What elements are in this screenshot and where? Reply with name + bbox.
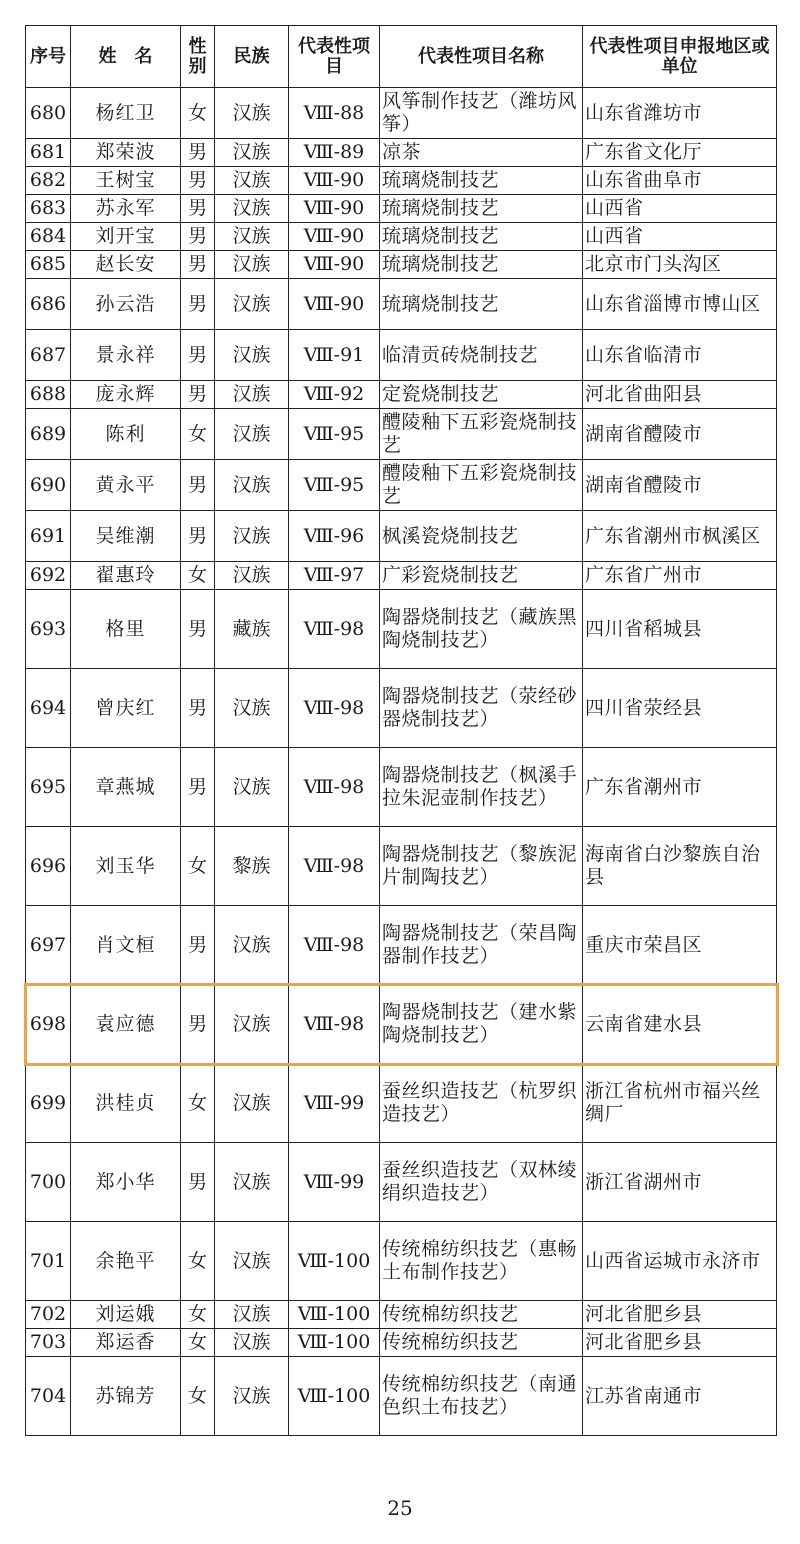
header-project-name: 代表性项目名称 xyxy=(380,26,583,88)
header-name: 姓 名 xyxy=(71,26,181,88)
cell-project-code: Ⅷ-98 xyxy=(289,669,380,748)
cell-gender: 男 xyxy=(181,195,215,223)
table-row xyxy=(26,1301,777,1329)
cell-serial: 692 xyxy=(26,562,71,590)
cell-region: 河北省肥乡县 xyxy=(583,1301,777,1329)
cell-project-code: Ⅷ-98 xyxy=(289,985,380,1064)
cell-project-code: Ⅷ-99 xyxy=(289,1143,380,1222)
cell-name: 黄永平 xyxy=(71,460,181,511)
table-row xyxy=(26,330,777,381)
cell-ethnicity: 汉族 xyxy=(215,460,289,511)
cell-name: 章燕城 xyxy=(71,748,181,827)
cell-name: 赵长安 xyxy=(71,251,181,279)
table-row xyxy=(26,562,777,590)
cell-region: 湖南省醴陵市 xyxy=(583,460,777,511)
cell-name: 刘开宝 xyxy=(71,223,181,251)
cell-region: 山东省潍坊市 xyxy=(583,88,777,139)
header-serial: 序号 xyxy=(26,26,71,88)
cell-name: 郑运香 xyxy=(71,1329,181,1357)
table-row xyxy=(26,985,777,1064)
cell-project-code: Ⅷ-95 xyxy=(289,460,380,511)
table-row xyxy=(26,590,777,669)
cell-gender: 女 xyxy=(181,1329,215,1357)
cell-region: 山东省临清市 xyxy=(583,330,777,381)
cell-ethnicity: 汉族 xyxy=(215,139,289,167)
cell-ethnicity: 汉族 xyxy=(215,409,289,460)
cell-gender: 女 xyxy=(181,1301,215,1329)
cell-serial: 701 xyxy=(26,1222,71,1301)
cell-project-name: 琉璃烧制技艺 xyxy=(380,195,583,223)
table-row xyxy=(26,381,777,409)
cell-gender: 男 xyxy=(181,139,215,167)
cell-region: 广东省潮州市 xyxy=(583,748,777,827)
cell-name: 苏永军 xyxy=(71,195,181,223)
cell-name: 孙云浩 xyxy=(71,279,181,330)
cell-region: 河北省曲阳县 xyxy=(583,381,777,409)
cell-project-name: 定瓷烧制技艺 xyxy=(380,381,583,409)
cell-ethnicity: 汉族 xyxy=(215,562,289,590)
cell-project-code: Ⅷ-88 xyxy=(289,88,380,139)
cell-serial: 699 xyxy=(26,1064,71,1143)
cell-project-code: Ⅷ-98 xyxy=(289,748,380,827)
cell-project-code: Ⅷ-91 xyxy=(289,330,380,381)
cell-project-name: 陶器烧制技艺（枫溪手拉朱泥壶制作技艺） xyxy=(380,748,583,827)
cell-project-code: Ⅷ-100 xyxy=(289,1222,380,1301)
cell-name: 苏锦芳 xyxy=(71,1357,181,1436)
cell-name: 肖文桓 xyxy=(71,906,181,985)
table-row xyxy=(26,1329,777,1357)
cell-name: 郑小华 xyxy=(71,1143,181,1222)
cell-name: 翟惠玲 xyxy=(71,562,181,590)
cell-project-name: 陶器烧制技艺（黎族泥片制陶技艺） xyxy=(380,827,583,906)
cell-gender: 男 xyxy=(181,985,215,1064)
cell-serial: 691 xyxy=(26,511,71,562)
cell-region: 海南省白沙黎族自治县 xyxy=(583,827,777,906)
cell-ethnicity: 汉族 xyxy=(215,1064,289,1143)
cell-ethnicity: 汉族 xyxy=(215,985,289,1064)
cell-gender: 男 xyxy=(181,251,215,279)
cell-serial: 683 xyxy=(26,195,71,223)
cell-gender: 女 xyxy=(181,1222,215,1301)
table-row xyxy=(26,827,777,906)
cell-ethnicity: 汉族 xyxy=(215,511,289,562)
cell-serial: 697 xyxy=(26,906,71,985)
cell-serial: 680 xyxy=(26,88,71,139)
cell-project-name: 蚕丝织造技艺（杭罗织造技艺） xyxy=(380,1064,583,1143)
table-row xyxy=(26,139,777,167)
table-row xyxy=(26,251,777,279)
cell-name: 刘玉华 xyxy=(71,827,181,906)
cell-region: 北京市门头沟区 xyxy=(583,251,777,279)
cell-ethnicity: 汉族 xyxy=(215,195,289,223)
cell-serial: 696 xyxy=(26,827,71,906)
cell-gender: 男 xyxy=(181,748,215,827)
table-row xyxy=(26,906,777,985)
cell-serial: 695 xyxy=(26,748,71,827)
cell-project-code: Ⅷ-90 xyxy=(289,195,380,223)
cell-name: 景永祥 xyxy=(71,330,181,381)
cell-project-name: 琉璃烧制技艺 xyxy=(380,279,583,330)
cell-project-code: Ⅷ-95 xyxy=(289,409,380,460)
table-row xyxy=(26,88,777,139)
cell-gender: 女 xyxy=(181,88,215,139)
cell-serial: 684 xyxy=(26,223,71,251)
cell-serial: 690 xyxy=(26,460,71,511)
cell-gender: 男 xyxy=(181,1143,215,1222)
cell-project-code: Ⅷ-98 xyxy=(289,906,380,985)
cell-region: 湖南省醴陵市 xyxy=(583,409,777,460)
cell-project-name: 风筝制作技艺（潍坊风筝） xyxy=(380,88,583,139)
cell-gender: 男 xyxy=(181,590,215,669)
cell-project-code: Ⅷ-96 xyxy=(289,511,380,562)
cell-ethnicity: 藏族 xyxy=(215,590,289,669)
cell-ethnicity: 汉族 xyxy=(215,251,289,279)
cell-serial: 693 xyxy=(26,590,71,669)
table-row xyxy=(26,1064,777,1143)
cell-ethnicity: 汉族 xyxy=(215,906,289,985)
cell-project-code: Ⅷ-97 xyxy=(289,562,380,590)
cell-region: 山西省 xyxy=(583,223,777,251)
cell-gender: 男 xyxy=(181,906,215,985)
cell-project-name: 陶器烧制技艺（建水紫陶烧制技艺） xyxy=(380,985,583,1064)
cell-ethnicity: 汉族 xyxy=(215,381,289,409)
cell-gender: 女 xyxy=(181,827,215,906)
cell-name: 吴维潮 xyxy=(71,511,181,562)
header-row xyxy=(26,26,777,88)
cell-project-name: 醴陵釉下五彩瓷烧制技艺 xyxy=(380,460,583,511)
cell-region: 浙江省杭州市福兴丝绸厂 xyxy=(583,1064,777,1143)
cell-region: 云南省建水县 xyxy=(583,985,777,1064)
cell-serial: 685 xyxy=(26,251,71,279)
cell-ethnicity: 汉族 xyxy=(215,88,289,139)
cell-gender: 男 xyxy=(181,223,215,251)
cell-region: 广东省广州市 xyxy=(583,562,777,590)
table-row xyxy=(26,748,777,827)
cell-region: 广东省文化厅 xyxy=(583,139,777,167)
cell-gender: 女 xyxy=(181,1357,215,1436)
cell-project-code: Ⅷ-92 xyxy=(289,381,380,409)
cell-project-name: 醴陵釉下五彩瓷烧制技艺 xyxy=(380,409,583,460)
cell-name: 洪桂贞 xyxy=(71,1064,181,1143)
cell-project-code: Ⅷ-90 xyxy=(289,251,380,279)
cell-project-code: Ⅷ-90 xyxy=(289,167,380,195)
cell-gender: 女 xyxy=(181,409,215,460)
cell-name: 郑荣波 xyxy=(71,139,181,167)
cell-gender: 女 xyxy=(181,1064,215,1143)
cell-ethnicity: 汉族 xyxy=(215,1301,289,1329)
cell-region: 山西省 xyxy=(583,195,777,223)
table-row xyxy=(26,1357,777,1436)
cell-serial: 688 xyxy=(26,381,71,409)
cell-name: 庞永辉 xyxy=(71,381,181,409)
cell-gender: 男 xyxy=(181,669,215,748)
cell-region: 四川省荥经县 xyxy=(583,669,777,748)
cell-project-name: 琉璃烧制技艺 xyxy=(380,251,583,279)
cell-project-name: 陶器烧制技艺（荣昌陶器制作技艺） xyxy=(380,906,583,985)
cell-region: 重庆市荣昌区 xyxy=(583,906,777,985)
table-row xyxy=(26,511,777,562)
header-region: 代表性项目申报地区或单位 xyxy=(583,26,777,88)
cell-ethnicity: 黎族 xyxy=(215,827,289,906)
table-row xyxy=(26,223,777,251)
inheritor-table xyxy=(25,25,777,1436)
cell-name: 格里 xyxy=(71,590,181,669)
cell-serial: 689 xyxy=(26,409,71,460)
cell-ethnicity: 汉族 xyxy=(215,167,289,195)
cell-serial: 704 xyxy=(26,1357,71,1436)
cell-project-name: 陶器烧制技艺（藏族黑陶烧制技艺） xyxy=(380,590,583,669)
cell-project-code: Ⅷ-89 xyxy=(289,139,380,167)
cell-serial: 694 xyxy=(26,669,71,748)
cell-ethnicity: 汉族 xyxy=(215,748,289,827)
cell-ethnicity: 汉族 xyxy=(215,279,289,330)
cell-region: 山东省淄博市博山区 xyxy=(583,279,777,330)
cell-ethnicity: 汉族 xyxy=(215,669,289,748)
cell-project-name: 传统棉纺织技艺 xyxy=(380,1329,583,1357)
header-ethnicity: 民族 xyxy=(215,26,289,88)
cell-project-name: 琉璃烧制技艺 xyxy=(380,223,583,251)
cell-ethnicity: 汉族 xyxy=(215,1222,289,1301)
cell-region: 江苏省南通市 xyxy=(583,1357,777,1436)
cell-project-code: Ⅷ-98 xyxy=(289,590,380,669)
cell-serial: 681 xyxy=(26,139,71,167)
cell-ethnicity: 汉族 xyxy=(215,1143,289,1222)
cell-serial: 698 xyxy=(26,985,71,1064)
cell-project-name: 广彩瓷烧制技艺 xyxy=(380,562,583,590)
cell-project-code: Ⅷ-100 xyxy=(289,1357,380,1436)
cell-serial: 703 xyxy=(26,1329,71,1357)
page-number: 25 xyxy=(387,1496,413,1520)
cell-name: 陈利 xyxy=(71,409,181,460)
cell-serial: 686 xyxy=(26,279,71,330)
cell-gender: 男 xyxy=(181,460,215,511)
cell-project-name: 传统棉纺织技艺（南通色织土布技艺） xyxy=(380,1357,583,1436)
cell-project-name: 陶器烧制技艺（荥经砂器烧制技艺） xyxy=(380,669,583,748)
cell-gender: 男 xyxy=(181,511,215,562)
cell-ethnicity: 汉族 xyxy=(215,223,289,251)
cell-project-name: 琉璃烧制技艺 xyxy=(380,167,583,195)
cell-project-code: Ⅷ-99 xyxy=(289,1064,380,1143)
cell-region: 山西省运城市永济市 xyxy=(583,1222,777,1301)
cell-project-name: 传统棉纺织技艺（惠畅土布制作技艺） xyxy=(380,1222,583,1301)
table-row xyxy=(26,460,777,511)
cell-project-name: 蚕丝织造技艺（双林绫绢织造技艺） xyxy=(380,1143,583,1222)
cell-project-name: 凉茶 xyxy=(380,139,583,167)
cell-name: 曾庆红 xyxy=(71,669,181,748)
cell-project-code: Ⅷ-98 xyxy=(289,827,380,906)
cell-region: 浙江省湖州市 xyxy=(583,1143,777,1222)
cell-name: 余艳平 xyxy=(71,1222,181,1301)
cell-ethnicity: 汉族 xyxy=(215,1357,289,1436)
cell-serial: 687 xyxy=(26,330,71,381)
cell-gender: 男 xyxy=(181,381,215,409)
cell-serial: 702 xyxy=(26,1301,71,1329)
cell-gender: 女 xyxy=(181,562,215,590)
cell-ethnicity: 汉族 xyxy=(215,330,289,381)
cell-gender: 男 xyxy=(181,330,215,381)
table-row xyxy=(26,195,777,223)
cell-name: 袁应德 xyxy=(71,985,181,1064)
header-project-code: 代表性项目 xyxy=(289,26,380,88)
cell-region: 河北省肥乡县 xyxy=(583,1329,777,1357)
cell-gender: 男 xyxy=(181,167,215,195)
table-row xyxy=(26,409,777,460)
cell-serial: 682 xyxy=(26,167,71,195)
cell-ethnicity: 汉族 xyxy=(215,1329,289,1357)
cell-project-code: Ⅷ-100 xyxy=(289,1329,380,1357)
cell-gender: 男 xyxy=(181,279,215,330)
cell-name: 杨红卫 xyxy=(71,88,181,139)
table-row xyxy=(26,279,777,330)
header-gender: 性别 xyxy=(181,26,215,88)
cell-project-code: Ⅷ-90 xyxy=(289,279,380,330)
cell-project-name: 临清贡砖烧制技艺 xyxy=(380,330,583,381)
table-row xyxy=(26,167,777,195)
cell-project-name: 枫溪瓷烧制技艺 xyxy=(380,511,583,562)
cell-serial: 700 xyxy=(26,1143,71,1222)
cell-project-code: Ⅷ-90 xyxy=(289,223,380,251)
cell-region: 四川省稻城县 xyxy=(583,590,777,669)
table-row xyxy=(26,1222,777,1301)
cell-name: 刘运娥 xyxy=(71,1301,181,1329)
table-row xyxy=(26,1143,777,1222)
cell-project-name: 传统棉纺织技艺 xyxy=(380,1301,583,1329)
cell-name: 王树宝 xyxy=(71,167,181,195)
cell-project-code: Ⅷ-100 xyxy=(289,1301,380,1329)
cell-region: 广东省潮州市枫溪区 xyxy=(583,511,777,562)
cell-region: 山东省曲阜市 xyxy=(583,167,777,195)
table-row xyxy=(26,669,777,748)
